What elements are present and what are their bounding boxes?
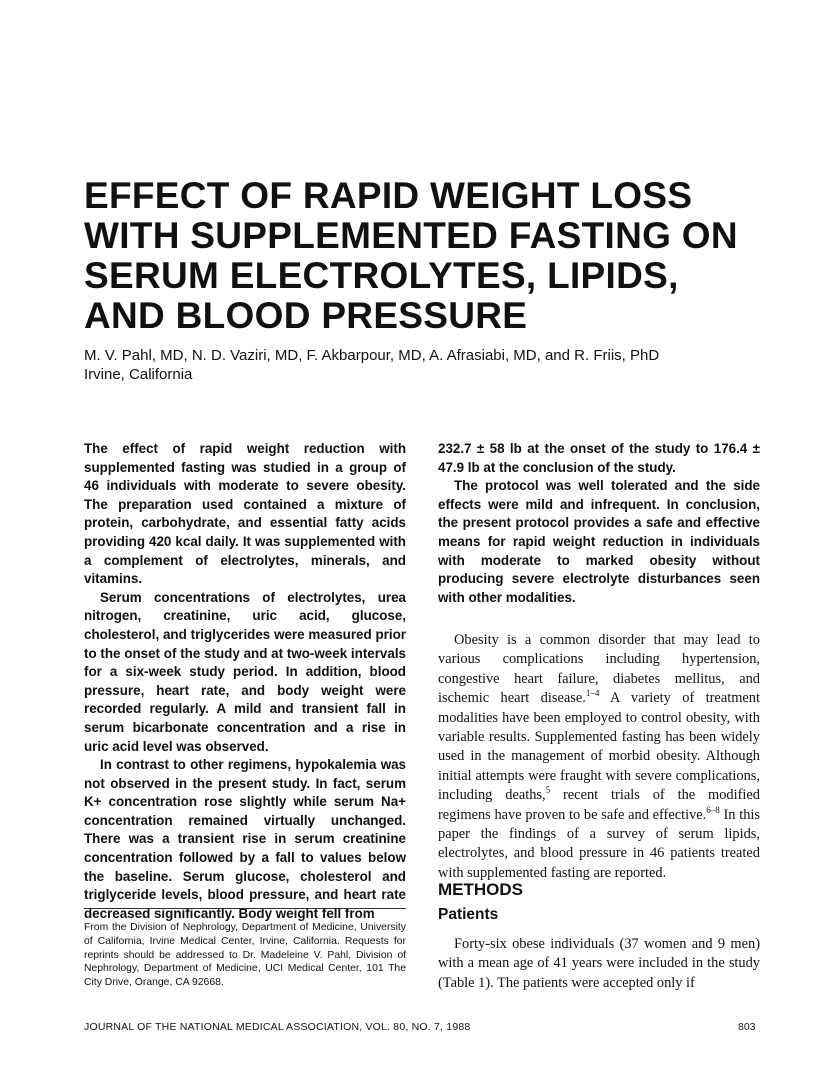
affiliation-footnote: From the Division of Nephrology, Department of Medicine, University of California, Irvine Medical Center, Irvine, California. Requests for reprints should be addressed to Dr. Madeleine V. Pahl, Division of Nephrology, Department of Medicine, UCI Medical Center, 101 The City Drive, Orange, CA 92668.	[84, 922, 406, 989]
abstract-column-right	[438, 440, 760, 607]
page-number: 803	[738, 1021, 756, 1033]
abstract-paragraph-2: Serum concentrations of electrolytes, urea nitrogen, creatinine, uric acid, glucose, cholesterol, and triglycerides were measured prior to the onset of the study and at two-week intervals for a six-week study period. In addition, blood pressure, heart rate, and body weight were recorded regularly. A mild and transient fall in serum bicarbonate concentration and a rise in uric acid level was observed.	[84, 589, 406, 754]
author-list: M. V. Pahl, MD, N. D. Vaziri, MD, F. Akbarpour, MD, A. Afrasiabi, MD, and R. Friis, PhD	[84, 347, 660, 364]
intro-sentence-3: recent trials of the modified regimens have proven to be safe and effective.	[438, 787, 760, 823]
methods-heading: METHODS	[438, 880, 523, 899]
intro-sentence-4: In this paper the findings of a survey of serum lipids, electrolytes, and blood pressure in 46 patients treated with supplemented fasting are reported.	[438, 806, 760, 881]
footnote-divider	[84, 908, 406, 909]
patients-subheading: Patients	[438, 906, 499, 923]
citation-ref: 5	[545, 785, 551, 796]
intro-sentence-2: A variety of treatment modalities have been employed to control obesity, with variable results. Supplemented fasting has been widely used in the management of morbid obesity. Although initial attempts were fraught with severe complications, including deaths,	[438, 690, 760, 804]
abstract-paragraph-4: The protocol was well tolerated and the side effects were mild and infrequent. In conclusion, the present protocol provides a safe and effective means for rapid weight reduction in individuals with moderate to marked obesity without producing severe electrolyte disturbances seen with other modalities.	[438, 478, 760, 605]
abstract-column-left	[84, 440, 406, 923]
methods-paragraph: Forty-six obese individuals (37 women and 9 men) with a mean age of 41 years were included in the study (Table 1). The patients were accepted only if	[438, 936, 760, 991]
citation-ref: 1–4	[585, 688, 600, 699]
journal-footer: JOURNAL OF THE NATIONAL MEDICAL ASSOCIATION, VOL. 80, NO. 7, 1988	[84, 1021, 471, 1033]
citation-ref: 6–8	[706, 804, 720, 815]
introduction-paragraph	[438, 631, 760, 883]
intro-sentence-1: Obesity is a common disorder that may lead to various complications including hypertension, congestive heart failure, diabetes mellitus, and ischemic heart disease.	[438, 632, 760, 707]
article-title: EFFECT OF RAPID WEIGHT LOSS WITH SUPPLEMENTED FASTING ON SERUM ELECTROLYTES, LIPIDS, AND BLOOD PRESSURE	[84, 175, 738, 336]
author-location: Irvine, California	[84, 366, 193, 383]
author-block	[84, 346, 784, 384]
abstract-paragraph-3-continued: 232.7 ± 58 lb at the onset of the study to 176.4 ± 47.9 lb at the conclusion of the study.	[438, 441, 760, 475]
abstract-paragraph-3: In contrast to other regimens, hypokalemia was not observed in the present study. In fact, serum K+ concentration rose slightly while serum Na+ concentration remained virtually unchanged. There was a transient rise in serum creatinine concentration followed by a fall to values below the baseline. Serum glucose, cholesterol and triglyceride levels, blood pressure, and heart rate decreased significantly. Body weight fell from	[84, 757, 406, 921]
abstract-paragraph-1: The effect of rapid weight reduction with supplemented fasting was studied in a group of 46 individuals with moderate to severe obesity. The preparation used contained a mixture of protein, carbohydrate, and essential fatty acids providing 420 kcal daily. It was supplemented with a complement of electrolytes, minerals, and vitamins.	[84, 441, 406, 587]
